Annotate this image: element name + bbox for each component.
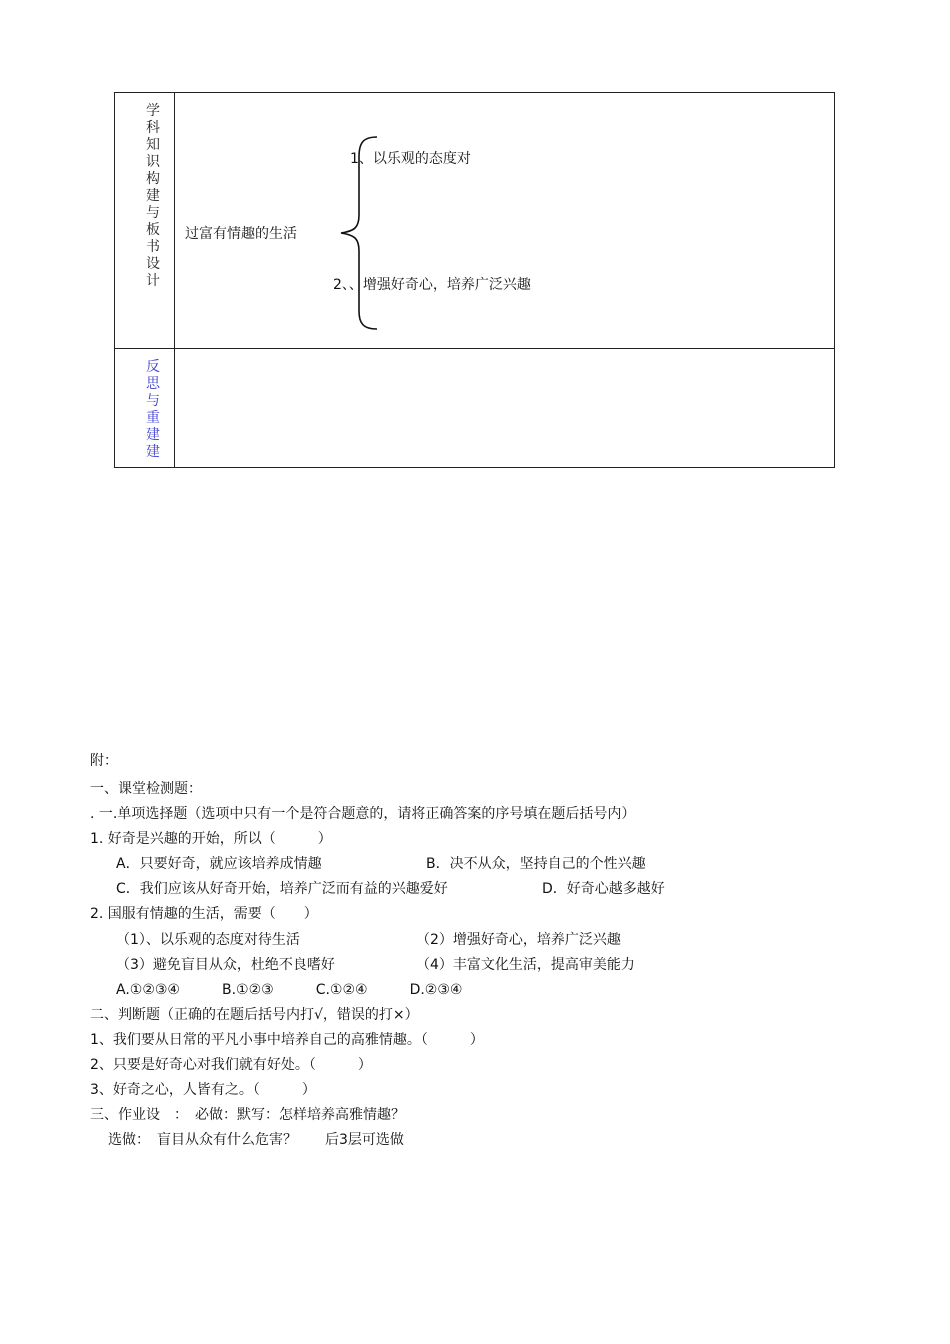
q1-option-a: A．只要好奇，就应该培养成情趣: [116, 856, 322, 872]
appendix-heading: 附：: [90, 753, 118, 769]
center-title: 过富有情趣的生活: [185, 226, 297, 242]
structure-item-1: 1、以乐观的态度对: [350, 151, 471, 167]
structure-item-2: 2、、增强好奇心，培养广泛兴趣: [333, 277, 531, 293]
q2-item-1: （1）、以乐观的态度对待生活: [116, 932, 300, 948]
judgement-2: 2、只要是好奇心对我们就有好处。（ ）: [90, 1057, 372, 1073]
optional-homework: 选做： 盲目从众有什么危害？ 后3层可选做: [108, 1132, 404, 1148]
q2-item-3: （3）避免盲目从众，杜绝不良嗜好: [116, 957, 335, 973]
judgement-3: 3、好奇之心，人皆有之。（ ）: [90, 1082, 316, 1098]
q2-item-4: （4）丰富文化生活，提高审美能力: [416, 957, 635, 973]
q2-options: A.①②③④ B.①②③ C.①②④ D.②③④: [116, 982, 463, 998]
row-label-knowledge: 学 科 知 识 构 建 与 板 书 设 计: [146, 103, 160, 289]
question-1: 1. 好奇是兴趣的开始，所以（ ）: [90, 831, 332, 847]
section-2-title: 二、判断题（正确的在题后括号内打√，错误的打×）: [90, 1007, 419, 1023]
table-row-divider: [115, 348, 834, 349]
row-label-reflection: 反 思 与 重 建 建: [146, 359, 160, 460]
q1-option-c: C．我们应该从好奇开始，培养广泛而有益的兴趣爱好: [116, 881, 448, 897]
section-3-title: 三、作业设 ： 必做：默写：怎样培养高雅情趣？: [90, 1107, 405, 1123]
judgement-1: 1、我们要从日常的平凡小事中培养自己的高雅情趣。（ ）: [90, 1032, 484, 1048]
table-column-divider: [174, 93, 175, 467]
lesson-table: [114, 92, 835, 468]
q1-option-d: D．好奇心越多越好: [542, 881, 665, 897]
single-choice-intro: . 一.单项选择题（选项中只有一个是符合题意的，请将正确答案的序号填在题后括号内）: [90, 806, 636, 822]
q2-item-2: （2）增强好奇心，培养广泛兴趣: [416, 932, 621, 948]
question-2: 2. 国服有情趣的生活，需要（ ）: [90, 906, 318, 922]
section-1-title: 一、课堂检测题：: [90, 781, 202, 797]
q1-option-b: B．决不从众，坚持自己的个性兴趣: [426, 856, 646, 872]
